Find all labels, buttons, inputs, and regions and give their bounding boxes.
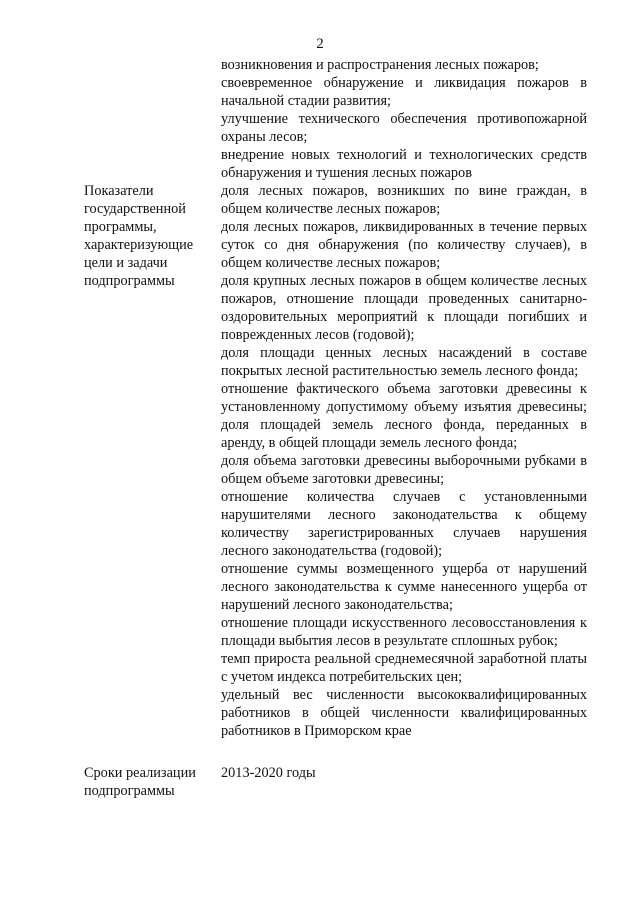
indicator-paragraph: удельный вес численности высококвалифицированных работников в общей численности квалифицированных работников в Приморском крае — [221, 687, 587, 739]
task-paragraph: возникновения и распространения лесных пожаров; — [221, 57, 539, 73]
indicator-paragraph: доля крупных лесных пожаров в общем количестве лесных пожаров, отношение площади проведенных санитарно-оздоровительных мероприятий к площади погибших и поврежденных лесов (годовой); — [221, 273, 587, 343]
indicator-paragraph: отношение количества случаев с установленными нарушителями лесного законодательства к общему количеству зарегистрированных случаев нарушения лесного законодательства (годовой); — [221, 489, 587, 559]
indicator-paragraph: отношение суммы возмещенного ущерба от нарушений лесного законодательства к сумме нанесенного ущерба от нарушений лесного законодательства; — [221, 561, 587, 613]
task-paragraph: своевременное обнаружение и ликвидация пожаров в начальной стадии развития; — [221, 75, 587, 109]
indicator-paragraph: отношение площади искусственного лесовосстановления к площади выбытия лесов в результате сплошных рубок; — [221, 615, 587, 649]
terms-label: Сроки реализации подпрограммы — [84, 765, 196, 799]
page-number: 2 — [316, 36, 324, 52]
indicator-paragraph: темп прироста реальной среднемесячной заработной платы с учетом индекса потребительских цен; — [221, 651, 587, 685]
terms-value: 2013-2020 годы — [221, 765, 316, 781]
indicator-paragraph: доля объема заготовки древесины выборочными рубками в общем объеме заготовки древесины; — [221, 453, 587, 487]
indicators-content — [221, 56, 587, 740]
indicator-paragraph: доля площади ценных лесных насаждений в составе покрытых лесной растительностью земель лесного фонда; — [221, 345, 587, 379]
task-paragraph: внедрение новых технологий и технологических средств обнаружения и тушения лесных пожаров — [221, 147, 587, 181]
indicator-paragraph: доля лесных пожаров, ликвидированных в течение первых суток со дня обнаружения (по количеству случаев), в общем количестве лесных пожаров; — [221, 219, 587, 271]
indicator-paragraph: доля лесных пожаров, возникших по вине граждан, в общем количестве лесных пожаров; — [221, 183, 587, 217]
indicator-paragraph: отношение фактического объема заготовки древесины к установленному допустимому объему изъятия древесины; доля площадей земель лесного фонда, переданных в аренду, в общей площади земель лесного фонда; — [221, 381, 587, 451]
task-paragraph: улучшение технического обеспечения противопожарной охраны лесов; — [221, 111, 587, 145]
indicators-label: Показатели государственной программы, характеризующие цели и задачи подпрограммы — [84, 183, 194, 289]
